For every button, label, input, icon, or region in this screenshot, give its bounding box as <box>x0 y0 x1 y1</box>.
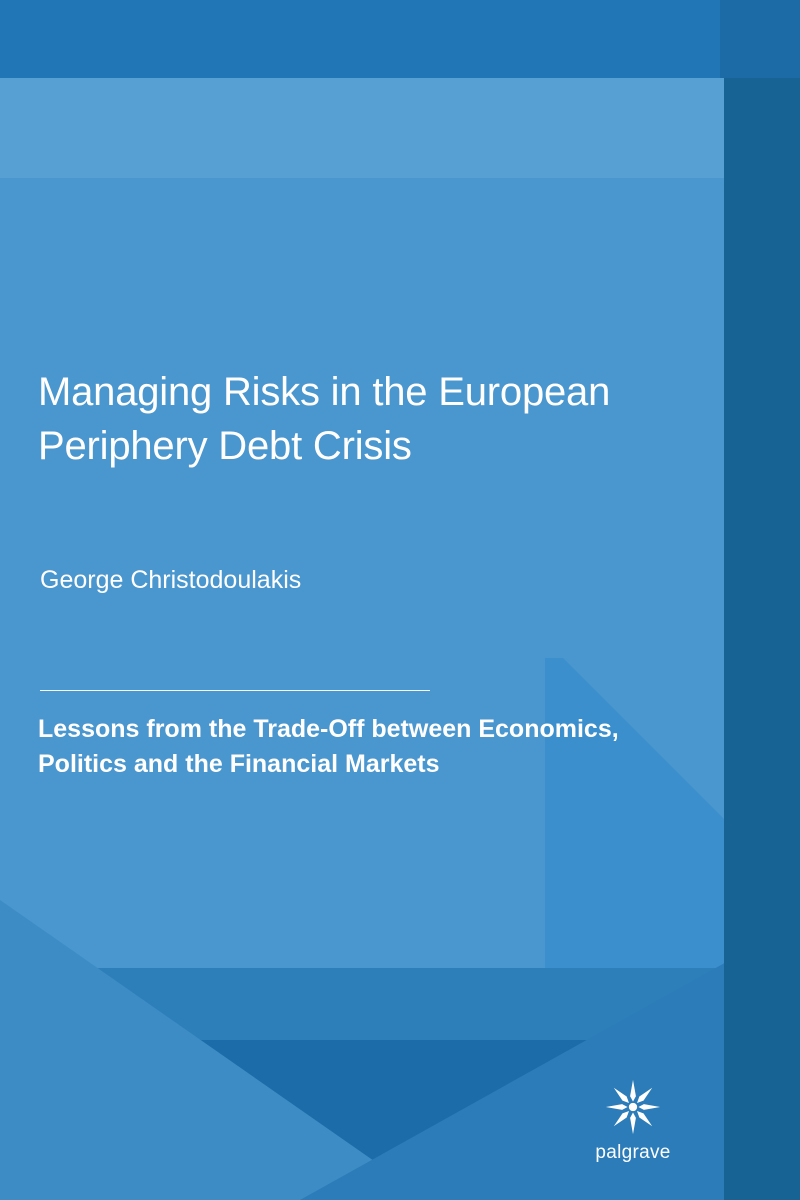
divider-rule <box>40 690 430 691</box>
book-subtitle: Lessons from the Trade-Off between Economics, Politics and the Financial Markets <box>38 715 619 778</box>
publisher-name: palgrave <box>595 1142 671 1163</box>
book-author: George Christodoulakis <box>40 566 302 594</box>
publisher-logo <box>558 1078 708 1164</box>
palgrave-star-icon <box>604 1078 662 1136</box>
book-title: Managing Risks in the European Periphery Debt Crisis <box>38 369 611 468</box>
